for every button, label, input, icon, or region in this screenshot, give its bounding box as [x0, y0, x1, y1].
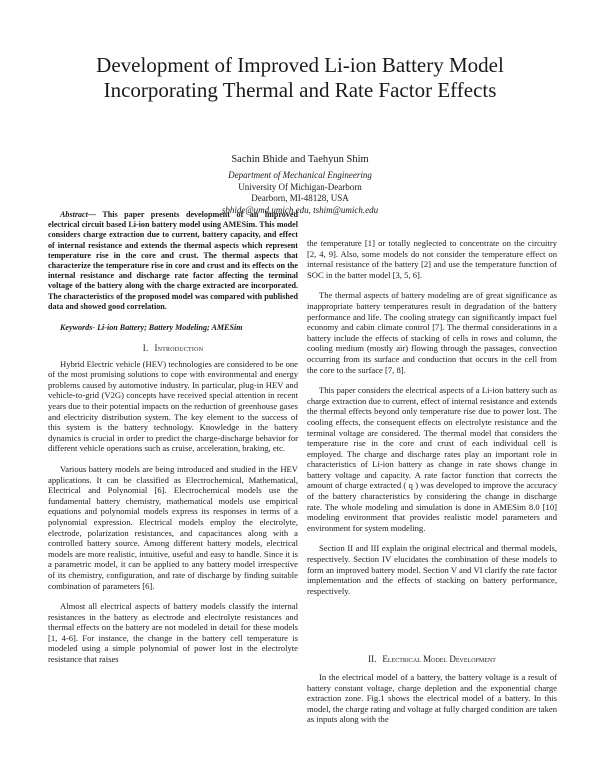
title-line-2: Incorporating Thermal and Rate Factor Effects: [103, 78, 497, 102]
section-heading-introduction: [48, 343, 298, 354]
authors: Sachin Bhide and Taehyun Shim: [231, 154, 369, 165]
right-column: [307, 238, 557, 596]
section-heading-electrical-model: [307, 654, 557, 665]
title-line-1: Development of Improved Li-ion Battery Model: [96, 53, 504, 77]
abstract: [48, 210, 298, 312]
university: University Of Michigan-Dearborn: [238, 181, 362, 192]
paragraph: Almost all electrical aspects of battery models classify the internal resistances in the battery as electrode and electrolyte resistances and thermal effects on the battery are not modeled in detail for these models [1, 4-6]. For instance, the change in the battery cell temperature is modeled using a simple polynomial of power lost in the electrolyte resistance that raises: [48, 601, 298, 665]
paragraph: In the electrical model of a battery, the battery voltage is a result of battery constant voltage, charge depletion and the exponential charge extraction zone. Fig.1 shows the electrical model of a battery. In this model, the charge rating and voltage at fully charged condition are taken as inputs along with the: [307, 672, 557, 725]
abstract-text: This paper presents development of an improved electrical circuit based Li-ion battery model using AMESim. This model considers charge extraction due to current, battery capacity, and effect of internal resistance and extends the thermal aspects which represent temperature rise in the core and crust. The thermal aspects that characterize the temperature rise in core and crust and its effects on the internal resistance and discharge rate factor affecting the terminal voltage of the battery along with the charge extracted are incorporated. The characteristics of the proposed model was compared with published data and showed good correlation.: [48, 210, 298, 311]
left-column: [48, 210, 298, 665]
section-title: Introduction: [154, 342, 204, 353]
paragraph: the temperature [1] or totally neglected to concentrate on the circuitry [2, 4, 9]. Also, some models do not consider the temperature effect on internal resistance of the battery [2] and use the temperature function of SOC in the batter model [3, 5, 6].: [307, 238, 557, 280]
department: Department of Mechanical Engineering: [228, 170, 372, 180]
location: Dearborn, MI-48128, USA: [251, 193, 349, 203]
paragraph: Section II and III explain the original electrical and thermal models, respectively. Section IV elucidates the combination of these models to form an improved battery model. Section V and VI clarify the rate factor implementation and the effects of stacking on battery performance, respectively.: [307, 543, 557, 596]
paragraph: Various battery models are being introduced and studied in the HEV applications. It can be classified as Electrochemical, Mathematical, Electrical and Polynomial [6]. Electrochemical models use the fundamental battery chemistry, mathematical models use empirical equations and polynomial models express its responses in terms of a polynomial expression. Electrical models employ the electrolyte, electrode, polarization resistances, and capacitances along with a controlled battery source. Among different battery models, electrical models are more realistic, intuitive, useful and easy to handle. Since it is a parametric model, it can be applied to any battery model irrespective of its chemistry, configuration, and rate of discharge by finding suitable combination of parameters [6].: [48, 463, 298, 591]
section-number: II.: [368, 654, 377, 664]
right-column-continued: [307, 672, 557, 725]
section-title: Electrical Model Development: [382, 654, 496, 664]
paragraph: The thermal aspects of battery modeling are of great significance as inappropriate battery temperatures result in degradation of the battery performance and life. The cooling strategy can significantly impact fuel economy and cabin climate control [7]. The thermal considerations in a battery include the effects of stacking of cells in rows and column, the cooling medium (mostly air) flowing through the passages, convection occurring from its surface and conduction that occurs in the cell from the core to the surface [7, 8].: [307, 290, 557, 375]
paragraph: Hybrid Electric vehicle (HEV) technologies are considered to be one of the most promising solutions to cope with environmental and energy problems caused by automotive industry. In particular, plug-in HEV and vehicle-to-grid (V2G) concepts have received special attention in recent years due to their potential impacts on the reduction of greenhouse gases and electricity distribution system. The key element to the success of this system is the battery technology. Knowledge in the battery dynamics is crucial in order to predict the charge-discharge behavior for different vehicle operations such as cruise, acceleration, braking, etc.: [48, 358, 298, 454]
paper-title: [40, 53, 560, 103]
paragraph: This paper considers the electrical aspects of a Li-ion battery such as charge extraction due to current, effect of internal resistance and extends the thermal effects beyond only temperature rise due to power lost. The cooling effects, the consequent effects on electrolyte resistance and the terminal voltage are considered. The thermal model that considers the temperature rise in the core and crust of each individual cell is employed. The charge and discharge rates play an important role in characteristics of Li-ion battery as change in rate shows change in battery voltage and capacity. A rate factor function that corrects the amount of charge extracted ( q ) was developed to improve the accuracy of the battery characteristics by considering the change in discharge rate. The whole modeling and simulation is done in AMESim 8.0 [10] modeling environment that provides realistic model parameters and environment for system modeling.: [307, 385, 557, 533]
abstract-label: Abstract—: [60, 210, 96, 219]
keywords: Keywords- Li-ion Battery; Battery Modeling; AMESim: [60, 323, 243, 333]
author-emails: sbhide@umd.umich.edu, tshim@umich.edu: [221, 204, 379, 215]
section-number: I.: [142, 342, 149, 353]
